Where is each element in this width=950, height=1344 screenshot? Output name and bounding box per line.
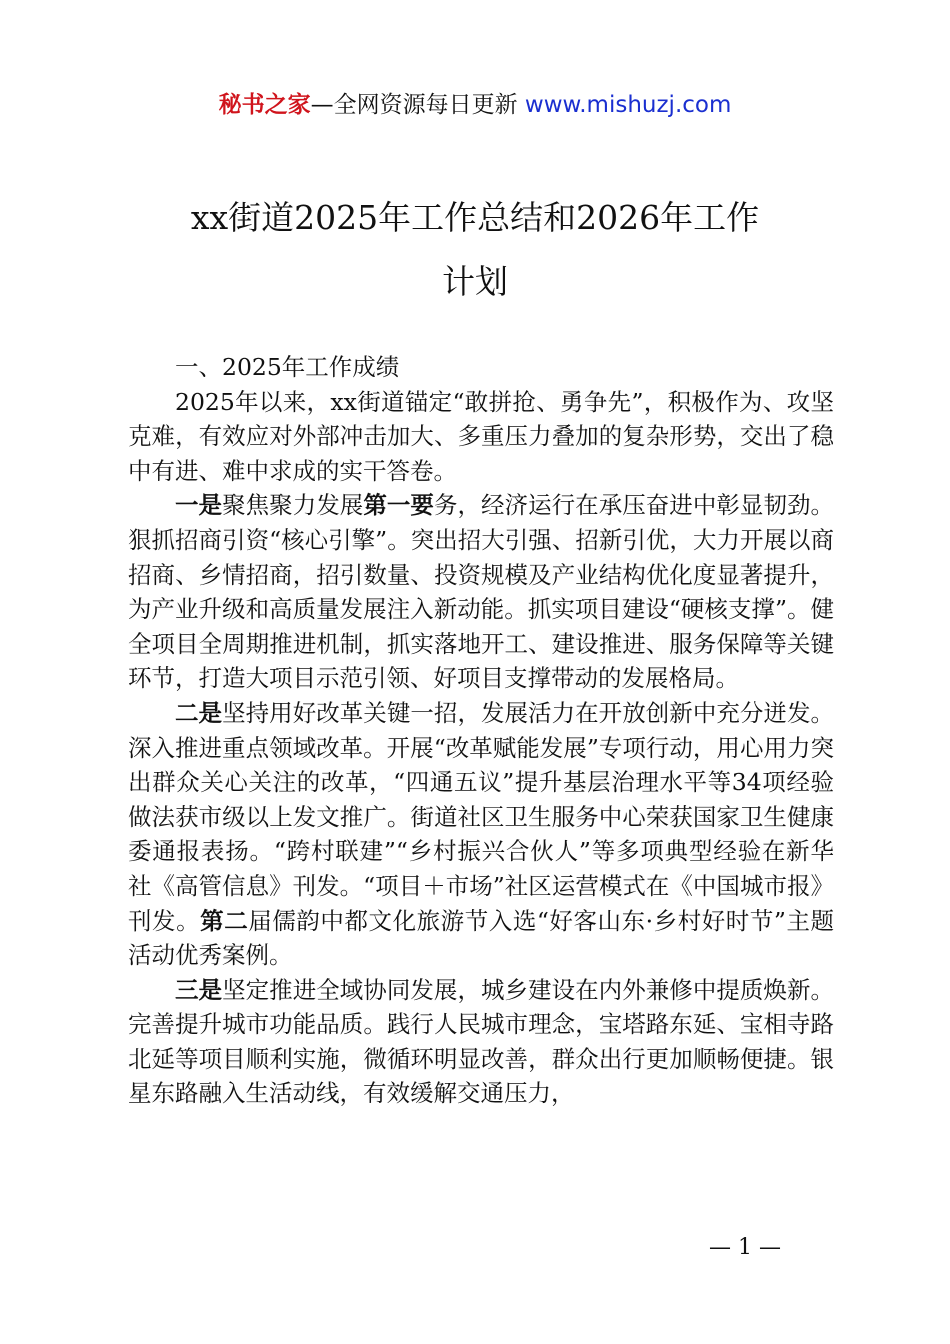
document-title: [0, 186, 950, 314]
paragraph-one-emphasis: 第一要: [363, 491, 434, 520]
paragraph-two-lead: 二是: [175, 698, 223, 727]
paragraph-two-emphasis: 第二: [200, 906, 249, 935]
brand-name: 秘书之家: [218, 92, 311, 118]
page-number: — 1 —: [709, 1235, 781, 1260]
site-url-link[interactable]: www.mishuzj.com: [524, 92, 732, 118]
header-tagline: —全网资源每日更新: [310, 92, 525, 118]
section-heading: 一、2025年工作成绩: [175, 353, 400, 381]
paragraph-one-lead: 一是: [175, 491, 223, 520]
paragraph-one: [128, 488, 834, 696]
document-body: [128, 350, 834, 1111]
title-line-1: xx街道2025年工作总结和2026年工作: [190, 198, 760, 237]
paragraph-one-text-b: 务，经济运行在承压奋进中彰显韧劲。狠抓招商引资“核心引擎”。突出招大引强、招新引优，大力开展以商招商、乡情招商，招引数量、投资规模及产业结构优化度显著提升，为产业升级和高质量发展注入新动能。抓实项目建设“硬核支撑”。健全项目全周期推进机制，抓实落地开工、建设推进、服务保障等关键环节，打造大项目示范引领、好项目支撑带动的发展格局。: [128, 491, 835, 693]
site-header: [0, 88, 950, 122]
paragraph-two-text-a: 坚持用好改革关键一招，发展活力在开放创新中充分迸发。深入推进重点领域改革。开展“改革赋能发展”专项行动，用心用力突出群众关心关注的改革，“四通五议”提升基层治理水平等34项经验做法获市级以上发文推广。街道社区卫生服务中心荣获国家卫生健康委通报表扬。“跨村联建”“乡村振兴合伙人”等多项典型经验在新华社《高管信息》刊发。“项目＋市场”社区运营模式在《中国城市报》刊发。: [128, 698, 835, 935]
intro-paragraph: 2025年以来，xx街道锚定“敢拼抢、勇争先”，积极作为、攻坚克难，有效应对外部冲击加大、多重压力叠加的复杂形势，交出了稳中有进、难中求成的实干答卷。: [128, 387, 834, 485]
paragraph-three-text: 坚定推进全域协同发展，城乡建设在内外兼修中提质焕新。完善提升城市功能品质。践行人民城市理念，宝塔路东延、宝相寺路北延等项目顺利实施，微循环明显改善，群众出行更加顺畅便捷。银星东路融入生活动线，有效缓解交通压力，: [128, 975, 835, 1108]
paragraph-three: [128, 973, 834, 1111]
paragraph-two-text-b: 届儒韵中都文化旅游节入选“好客山东·乡村好时节”主题活动优秀案例。: [128, 906, 835, 970]
paragraph-two: [128, 696, 834, 973]
paragraph-three-lead: 三是: [175, 975, 223, 1004]
paragraph-one-text-a: 聚焦聚力发展: [222, 491, 364, 520]
title-line-2: 计划: [442, 262, 508, 301]
